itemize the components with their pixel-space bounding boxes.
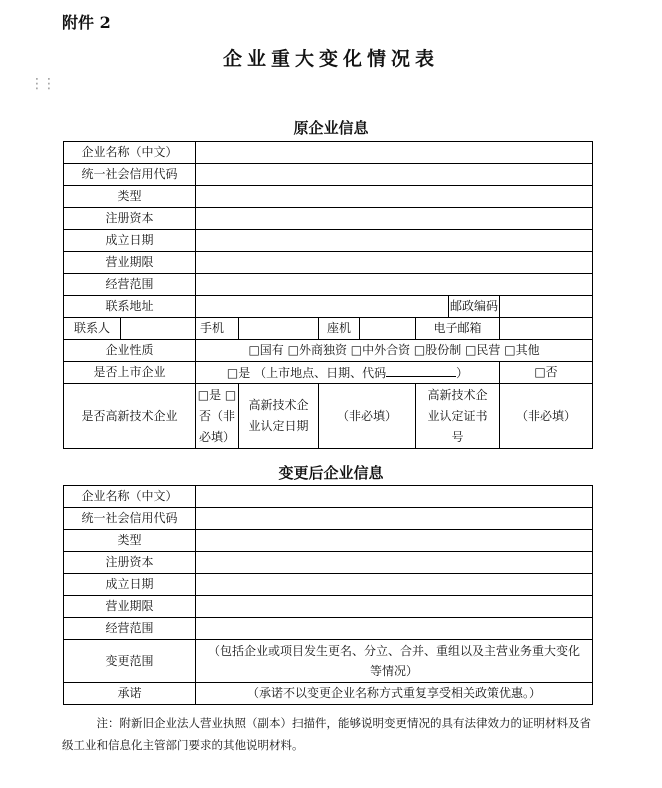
label-type: 类型 [64, 186, 196, 208]
hightech-choice[interactable]: □是 □否（非必填） [196, 384, 239, 449]
listed-yes-text: □是 （上市地点、日期、代码 [226, 365, 387, 380]
listed-blank[interactable] [386, 365, 456, 377]
label-mobile: 手机 [196, 318, 239, 340]
field-change-scope[interactable]: （包括企业或项目发生更名、分立、合并、重组以及主营业务重大变化等情况） [196, 640, 593, 683]
field-postcode[interactable] [500, 296, 593, 318]
attachment-label: 附件 2 [62, 13, 111, 32]
label-founded: 成立日期 [64, 230, 196, 252]
field-new-company-name[interactable] [196, 486, 593, 508]
changed-section-title: 变更后企业信息 [278, 464, 384, 482]
listed-close-paren: ） [456, 365, 469, 380]
field-capital[interactable] [196, 208, 593, 230]
label-email: 电子邮箱 [416, 318, 500, 340]
label-nature: 企业性质 [64, 340, 196, 362]
label-pledge: 承诺 [64, 683, 196, 705]
label-credit-code: 统一社会信用代码 [64, 164, 196, 186]
field-founded[interactable] [196, 230, 593, 252]
drag-handle-icon[interactable]: ⋮⋮ [30, 76, 54, 92]
field-credit-code[interactable] [196, 164, 593, 186]
field-hightech-date[interactable]: （非必填） [319, 384, 416, 449]
label-hightech: 是否高新技术企业 [64, 384, 196, 449]
field-new-type[interactable] [196, 530, 593, 552]
field-hightech-cert[interactable]: （非必填） [500, 384, 593, 449]
listed-no-option[interactable]: □否 [500, 362, 593, 384]
label-new-company-name: 企业名称（中文） [64, 486, 196, 508]
field-scope[interactable] [196, 274, 593, 296]
changed-info-table [63, 485, 593, 705]
label-new-type: 类型 [64, 530, 196, 552]
field-new-founded[interactable] [196, 574, 593, 596]
label-new-founded: 成立日期 [64, 574, 196, 596]
label-capital: 注册资本 [64, 208, 196, 230]
original-section-title: 原企业信息 [293, 119, 369, 137]
field-new-term[interactable] [196, 596, 593, 618]
label-postcode: 邮政编码 [449, 296, 500, 318]
label-new-capital: 注册资本 [64, 552, 196, 574]
nature-options[interactable]: □国有 □外商独资 □中外合资 □股份制 □民营 □其他 [196, 340, 593, 362]
label-listed: 是否上市企业 [64, 362, 196, 384]
label-landline: 座机 [319, 318, 360, 340]
label-address: 联系地址 [64, 296, 196, 318]
field-company-name[interactable] [196, 142, 593, 164]
listed-yes-option[interactable] [196, 362, 500, 384]
original-info-table [63, 141, 593, 449]
field-new-capital[interactable] [196, 552, 593, 574]
label-new-scope: 经营范围 [64, 618, 196, 640]
field-new-scope[interactable] [196, 618, 593, 640]
field-pledge[interactable]: （承诺不以变更企业名称方式重复享受相关政策优惠。） [196, 683, 593, 705]
document-title: 企业重大变化情况表 [222, 48, 439, 70]
label-new-credit-code: 统一社会信用代码 [64, 508, 196, 530]
label-contact: 联系人 [64, 318, 121, 340]
field-new-credit-code[interactable] [196, 508, 593, 530]
label-hightech-date: 高新技术企业认定日期 [239, 384, 319, 449]
field-address[interactable] [196, 296, 449, 318]
field-contact[interactable] [121, 318, 196, 340]
label-term: 营业期限 [64, 252, 196, 274]
label-new-term: 营业期限 [64, 596, 196, 618]
label-hightech-cert: 高新技术企业认定证书号 [416, 384, 500, 449]
label-company-name: 企业名称（中文） [64, 142, 196, 164]
field-email[interactable] [500, 318, 593, 340]
footnote: 注：附新旧企业法人营业执照（副本）扫描件，能够说明变更情况的具有法律效力的证明材料及省级工业和信息化主管部门要求的其他说明材料。 [62, 716, 591, 752]
field-term[interactable] [196, 252, 593, 274]
label-scope: 经营范围 [64, 274, 196, 296]
field-mobile[interactable] [239, 318, 319, 340]
label-change-scope: 变更范围 [64, 640, 196, 683]
field-landline[interactable] [360, 318, 416, 340]
field-type[interactable] [196, 186, 593, 208]
